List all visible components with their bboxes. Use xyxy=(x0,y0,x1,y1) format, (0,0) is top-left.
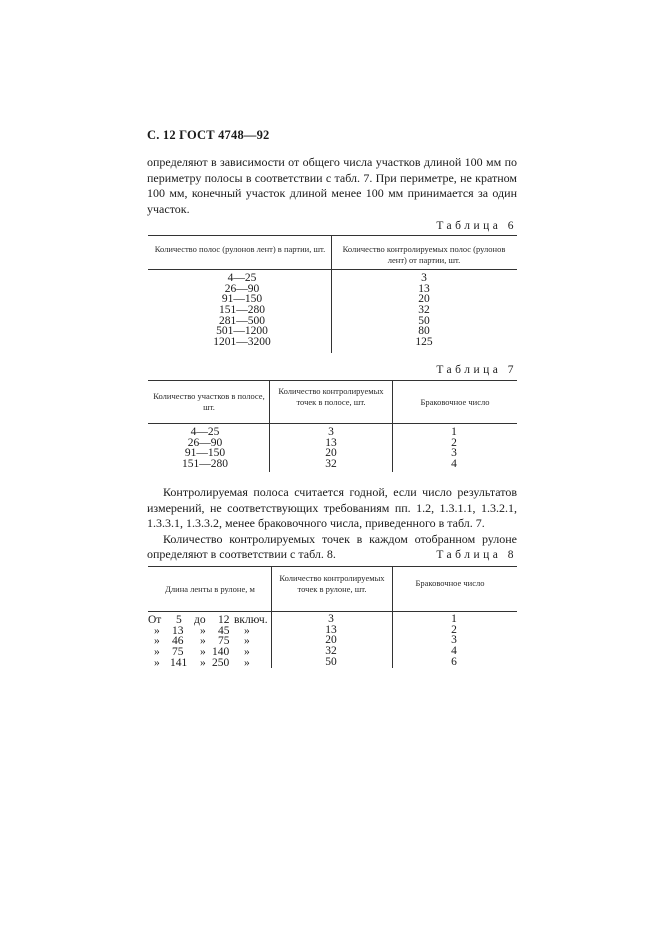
table6-cell: 151—280 xyxy=(219,304,265,317)
table6-divider xyxy=(331,235,332,353)
table7-cell: 4—25 xyxy=(190,426,220,438)
table7-cell: 151—280 xyxy=(182,458,228,471)
table8-cell: 32 xyxy=(325,645,337,658)
table6-cell: 3 xyxy=(421,272,427,284)
table6-col2 xyxy=(404,273,444,348)
table8-cell: 75 xyxy=(172,646,184,659)
table8-header-3: Браковочное число xyxy=(415,578,485,588)
table8-cell: 13 xyxy=(172,624,184,637)
table8-row xyxy=(148,625,270,636)
table7-header-2: Количество контролируемых точек в полосе, шт. xyxy=(278,386,384,407)
table7-header-1: Количество участков в полосе, шт. xyxy=(153,391,265,412)
table7-cell: 20 xyxy=(325,447,337,460)
table8-cell: » xyxy=(200,656,206,669)
table7-top-rule xyxy=(148,380,517,381)
table6-cell: 32 xyxy=(418,304,430,317)
table7-cell: 2 xyxy=(451,436,457,449)
table6-cell: 26—90 xyxy=(224,282,260,295)
table8-cell: » xyxy=(244,624,250,637)
table8-cell: 2 xyxy=(451,623,457,636)
table8-cell: 140 xyxy=(212,646,230,659)
table6-cell: 281—500 xyxy=(219,314,265,327)
table7-cell: 13 xyxy=(325,436,337,449)
table8-cell: » xyxy=(244,635,250,648)
table8-caption: Таблица 8 xyxy=(436,549,517,561)
table8-cell: » xyxy=(154,646,160,659)
table7-col1 xyxy=(165,427,245,470)
table6-header-2: Количество контролируемых полос (рулонов лент) от партии, шт. xyxy=(342,244,506,265)
table6-cell: 13 xyxy=(418,282,430,295)
table6-cell: 50 xyxy=(418,314,430,327)
table8-cell: включ. xyxy=(234,614,268,626)
table8-cell: 5 xyxy=(176,614,182,626)
table6-cell: 501—1200 xyxy=(216,325,268,338)
table7-divider-2 xyxy=(392,380,393,472)
table7-cell: 32 xyxy=(325,458,337,471)
table7-cell: 3 xyxy=(451,447,457,460)
table7-header-rule xyxy=(148,423,517,424)
table7-cell: 1 xyxy=(451,426,457,438)
table8-divider-2 xyxy=(392,566,393,668)
table8-cell: » xyxy=(154,624,160,637)
table6-cell: 1201—3200 xyxy=(213,336,271,349)
table7-header-3: Браковочное число xyxy=(420,397,490,407)
table6-cell: 4—25 xyxy=(227,272,257,284)
table8-cell: 12 xyxy=(218,614,230,626)
table8-cell: 45 xyxy=(218,624,230,637)
table8-cell: 6 xyxy=(451,655,457,668)
table7-cell: 91—150 xyxy=(184,447,226,460)
table8-row xyxy=(148,646,270,657)
table7-cell: 3 xyxy=(328,426,334,438)
table8-cell: 50 xyxy=(325,655,337,668)
table8-header-rule xyxy=(148,611,517,612)
table6-col1 xyxy=(200,273,284,348)
table7-col3 xyxy=(434,427,474,470)
table8-cell: » xyxy=(200,646,206,659)
table7-cell: 26—90 xyxy=(187,436,223,449)
table8-cell: » xyxy=(244,656,250,669)
table8-row xyxy=(148,635,270,646)
table8-cell: » xyxy=(244,646,250,659)
table6-cell: 80 xyxy=(418,325,430,338)
table8-header-1: Длина ленты в рулоне, м xyxy=(165,584,255,594)
table7-caption: Таблица 7 xyxy=(436,364,517,376)
table7-cell: 4 xyxy=(451,458,457,471)
table6-top-rule xyxy=(148,235,517,236)
table8-cell: 20 xyxy=(325,634,337,647)
table8-cell: до xyxy=(194,614,206,626)
table8-row xyxy=(148,657,270,668)
table6-header-1: Количество полос (рулонов лент) в партии, шт. xyxy=(154,244,326,254)
table8-cell: » xyxy=(200,635,206,648)
table8-cell: 46 xyxy=(172,635,184,648)
intro-text: определяют в зависимости от общего числа участков длиной 100 мм по периметру полосы в соответствии с табл. 7. При периметре, не кратном 100 мм, конечный участок длиной менее 100 мм принимается за один участок. xyxy=(147,155,517,216)
table8-col2 xyxy=(311,614,351,667)
table6-cell: 20 xyxy=(418,293,430,306)
intro-paragraph xyxy=(147,155,517,217)
page-header: С. 12 ГОСТ 4748—92 xyxy=(147,128,270,142)
table8-top-rule xyxy=(148,566,517,567)
table8-cell: » xyxy=(154,635,160,648)
table8-cell: 3 xyxy=(451,634,457,647)
table6-cell: 91—150 xyxy=(221,293,263,306)
table6-cell: 125 xyxy=(415,336,433,349)
paragraph-2: Контролируемая полоса считается годной, если число результатов измерений, не соответствующих требованиям пп. 1.2, 1.3.1.1, 1.3.2.1, 1.3.3.1, 1.3.3.2, менее браковочного числа, приведенного в табл. 7. xyxy=(147,485,517,530)
table8-row xyxy=(148,614,270,625)
table8-cell: » xyxy=(154,656,160,669)
table7-col2 xyxy=(311,427,351,470)
table8-cell: » xyxy=(200,624,206,637)
table8-cell: 141 xyxy=(170,656,188,669)
table8-cell: 4 xyxy=(451,645,457,658)
table7-divider-1 xyxy=(269,380,270,472)
table8-cell: 250 xyxy=(212,656,230,669)
table8-cell: 1 xyxy=(451,613,457,625)
table8-header-2: Количество контролируемых точек в рулоне, шт. xyxy=(279,573,385,594)
table8-cell: От xyxy=(148,614,162,626)
table8-cell: 75 xyxy=(218,635,230,648)
paragraph-3: Количество контролируемых точек в каждом отобранном рулоне определяют в соответствии с табл. 8. xyxy=(147,531,517,561)
table8-col3 xyxy=(434,614,474,667)
table6-caption: Таблица 6 xyxy=(436,220,517,232)
table6-header-rule xyxy=(148,269,517,270)
table8-cell: 13 xyxy=(325,623,337,636)
table8-divider-1 xyxy=(271,566,272,668)
table8-cell: 3 xyxy=(328,613,334,625)
